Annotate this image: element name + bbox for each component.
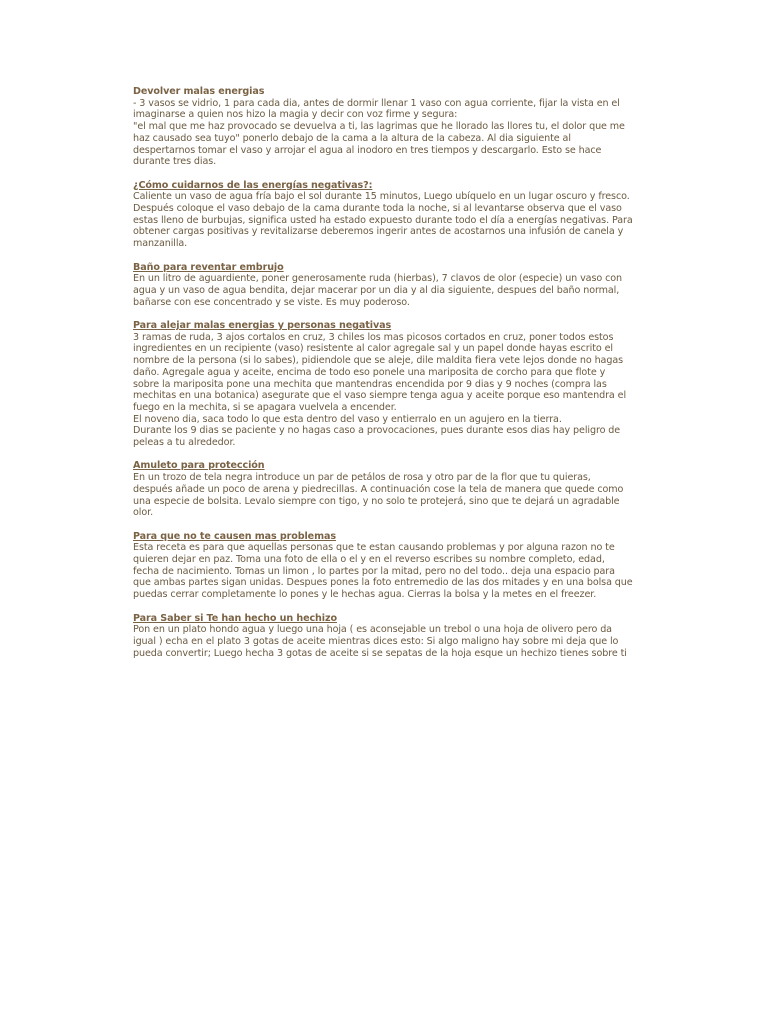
section-paragraph: Pon en un plato hondo agua y luego una hoja ( es aconsejable un trebol o una hoja de olivero pero da igual ) echa en el plato 3 gotas de aceite mientras dices esto: Si algo maligno hay sobre mi deja que lo pueda convertir; Luego hecha 3 gotas de aceite si se sepatas de la hoja esque un hechizo tienes sobre ti: [133, 624, 627, 659]
section-no-causen-problemas: [133, 531, 633, 601]
section-saber-hechizo: [133, 613, 633, 660]
section-devolver-malas-energias: [133, 86, 633, 168]
section-paragraph: El noveno dia, saca todo lo que esta dentro del vaso y entierralo en un agujero en la tierra.: [133, 413, 562, 425]
section-bano-reventar-embrujo: [133, 262, 633, 309]
section-amuleto-proteccion: [133, 460, 633, 519]
section-paragraph: En un litro de aguardiente, poner generosamente ruda (hierbas), 7 clavos de olor (especie) un vaso con agua y un vaso de agua bendita, dejar macerar por un dia y al dia siguiente, despues del baño normal, bañarse con ese concentrado y se viste. Es muy poderoso.: [133, 273, 623, 308]
section-paragraph: "el mal que me haz provocado se devuelva a ti, las lagrimas que he llorado las llores tu, el dolor que me haz causado sea tuyo" ponerlo debajo de la cama a la altura de la cabeza. Al dia siguiente al despertarnos tomar el vaso y arrojar el agua al inodoro en tres tiempos y descargarlo. Esto se hace durante tres dias.: [133, 121, 625, 168]
section-paragraph: 3 ramas de ruda, 3 ajos cortalos en cruz, 3 chiles los mas picosos cortados en cruz, poner todos estos ingredientes en un recipiente (vaso) resistente al calor agregale sal y un papel donde hayas escrito el nombre de la persona (si lo sabes), pidiendole que se aleje, dile maldita fiera vete lejos donde no hagas daño. Agregale agua y aceite, encima de todo eso ponele una mariposita de corcho para que flote y sobre la mariposita pone una mechita que mantendras encendida por 9 dias y 9 noches (compra las mechitas en una botanica) asegurate que el vaso siempre tenga agua y aceite porque eso mantendra el fuego en la mechita, si se apagara vuelvela a encender.: [133, 331, 627, 413]
section-alejar-malas-energias: [133, 320, 633, 449]
section-title: Para Saber si Te han hecho un hechizo: [133, 612, 337, 624]
section-title: Para que no te causen mas problemas: [133, 530, 336, 542]
section-title: Devolver malas energias: [133, 86, 265, 97]
section-paragraph: Durante los 9 dias se paciente y no hagas caso a provocaciones, pues durante esos dias hay peligro de peleas a tu alrededor.: [133, 425, 621, 449]
section-title: Baño para reventar embrujo: [133, 261, 284, 273]
document-body: [133, 86, 633, 671]
section-title: Amuleto para protección: [133, 460, 265, 472]
section-paragraph: Caliente un vaso de agua fría bajo el sol durante 15 minutos, Luego ubíquelo en un lugar oscuro y fresco. Después coloque el vaso debajo de la cama durante toda la noche, si al levantarse observa que el vaso estas lleno de burbujas, significa usted ha estado expuesto durante todo el día a energías negativas. Para obtener cargas positivas y revitalizarse deberemos ingerir antes de acostarnos una infusión de canela y manzanilla.: [133, 191, 633, 250]
section-title: Para alejar malas energias y personas negativas: [133, 320, 392, 332]
section-title: ¿Cómo cuidarnos de las energías negativas?:: [133, 179, 373, 191]
section-paragraph: En un trozo de tela negra introduce un par de petálos de rosa y otro par de la flor que tu quieras, después añade un poco de arena y piedrecillas. A continuación cose la tela de manera que quede como una especie de bolsita. Levalo siempre con tigo, y no solo te protejerá, sino que te dejará un agradable olor.: [133, 472, 624, 519]
section-paragraph: - 3 vasos se vidrio, 1 para cada dia, antes de dormir llenar 1 vaso con agua corriente, fijar la vista en el imaginarse a quien nos hizo la magia y decir con voz firme y segura:: [133, 97, 620, 121]
section-como-cuidarnos: [133, 180, 633, 250]
section-paragraph: Esta receta es para que aquellas personas que te estan causando problemas y por alguna razon no te quieren dejar en paz. Toma una foto de ella o el y en el reverso escribes su nombre completo, edad, fecha de nacimiento. Tomas un limon , lo partes por la mitad, pero no del todo.. deja una espacio para que ambas partes sigan unidas. Despues pones la foto entremedio de las dos mitades y en una bolsa que puedas cerrar completamente lo pones y le hechas agua. Cierras la bolsa y la metes en el freezer.: [133, 542, 633, 601]
